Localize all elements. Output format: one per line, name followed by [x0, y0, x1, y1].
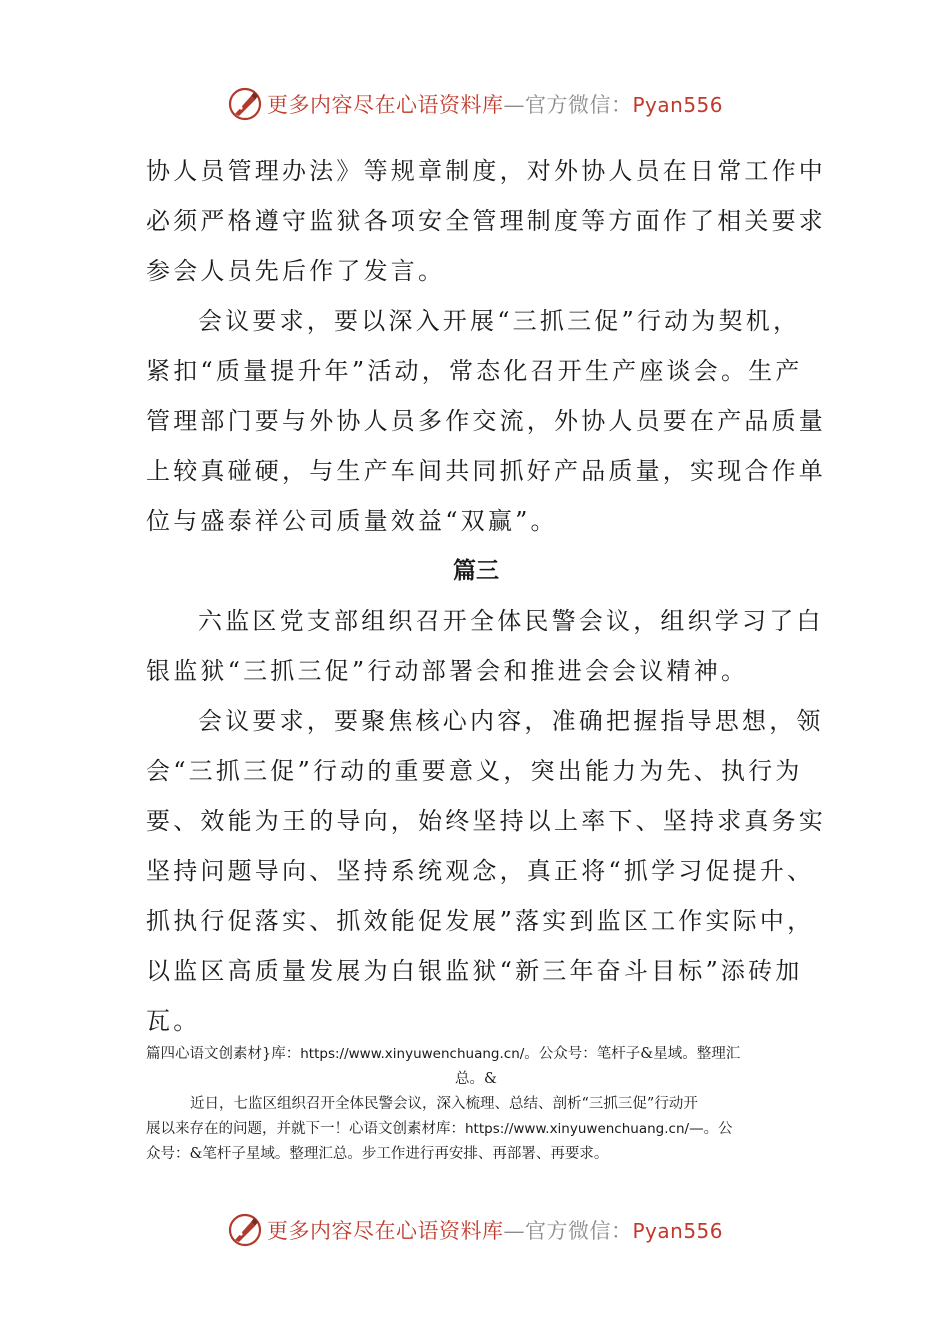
section-heading: 篇三	[453, 558, 499, 584]
paragraph-4-line: 会议要求，要聚焦核心内容，准确把握指导思想，领	[198, 707, 824, 735]
small-line-3: 近日，七监区组织召开全体民警会议，深入梳理、总结、剖析“三抓三促”行动开	[190, 1096, 698, 1112]
paragraph-3-line: 银监狱“三抓三促”行动部署会和推进会会议精神。	[146, 657, 749, 685]
small-line-2: 总。&	[455, 1071, 497, 1087]
small-line-4	[146, 1117, 806, 1142]
paragraph-3-line: 六监区党支部组织召开全体民警会议，组织学习了白	[198, 607, 824, 635]
paragraph-4-line: 坚持问题导向、坚持系统观念，真正将“抓学习促提升、	[146, 857, 815, 885]
source-url: https://www.xinyuwenchuang.cn/	[465, 1121, 690, 1137]
banner-main-text: 更多内容尽在心语资料库	[266, 1219, 504, 1243]
paragraph-2-line: 上较真碰硬，与生产车间共同抓好产品质量，实现合作单	[146, 457, 826, 485]
paragraph-4-line: 要、效能为王的导向，始终坚持以上率下、坚持求真务实	[146, 807, 826, 835]
banner-dash: —	[503, 1219, 525, 1243]
small-line-4-suffix: —。公	[689, 1121, 733, 1137]
pen-nib-logo-icon	[227, 86, 263, 122]
banner-wechat-id: Pyan556	[632, 1219, 723, 1243]
small-line-1-prefix: 篇四心语文创素材}库：	[146, 1046, 301, 1062]
small-text-block	[146, 1042, 806, 1167]
pen-nib-logo-icon	[227, 1212, 263, 1248]
banner-official-label: 官方微信：	[524, 93, 633, 117]
small-line-5: 众号：&笔杆子星域。整理汇总。步工作进行再安排、再部署、再要求。	[146, 1146, 609, 1162]
banner-wechat-id: Pyan556	[632, 93, 723, 117]
banner-official-label: 官方微信：	[524, 1219, 633, 1243]
small-line-1	[146, 1042, 806, 1067]
banner-main-text: 更多内容尽在心语资料库	[266, 93, 504, 117]
paragraph-2-line: 会议要求，要以深入开展“三抓三促”行动为契机，	[198, 307, 801, 335]
paragraph-1-line: 必须严格遵守监狱各项安全管理制度等方面作了相关要求	[146, 207, 826, 235]
banner-dash: —	[503, 93, 525, 117]
small-line-4-prefix: 展以来存在的问题，并就下一！心语文创素材库：	[146, 1121, 465, 1137]
paragraph-2-line: 管理部门要与外协人员多作交流，外协人员要在产品质量	[146, 407, 826, 435]
paragraph-4-line: 会“三抓三促”行动的重要意义，突出能力为先、执行为	[146, 757, 803, 785]
document-body	[146, 146, 826, 1046]
paragraph-2-line: 位与盛泰祥公司质量效益“双赢”。	[146, 507, 558, 535]
paragraph-2-line: 紧扣“质量提升年”活动，常态化召开生产座谈会。生产	[146, 357, 803, 385]
paragraph-1-line: 参会人员先后作了发言。	[146, 257, 446, 285]
footer-banner	[0, 1210, 950, 1250]
paragraph-4-line: 抓执行促落实、抓效能促发展”落实到监区工作实际中，	[146, 907, 815, 935]
paragraph-4-line: 瓦。	[146, 1007, 201, 1035]
header-banner	[0, 84, 950, 124]
small-line-1-suffix: 。公众号：笔杆子&星域。整理汇	[524, 1046, 741, 1062]
paragraph-4-line: 以监区高质量发展为白银监狱“新三年奋斗目标”添砖加	[146, 957, 803, 985]
paragraph-1-line: 协人员管理办法》等规章制度，对外协人员在日常工作中	[146, 157, 826, 185]
source-url: https://www.xinyuwenchuang.cn/	[300, 1046, 525, 1062]
